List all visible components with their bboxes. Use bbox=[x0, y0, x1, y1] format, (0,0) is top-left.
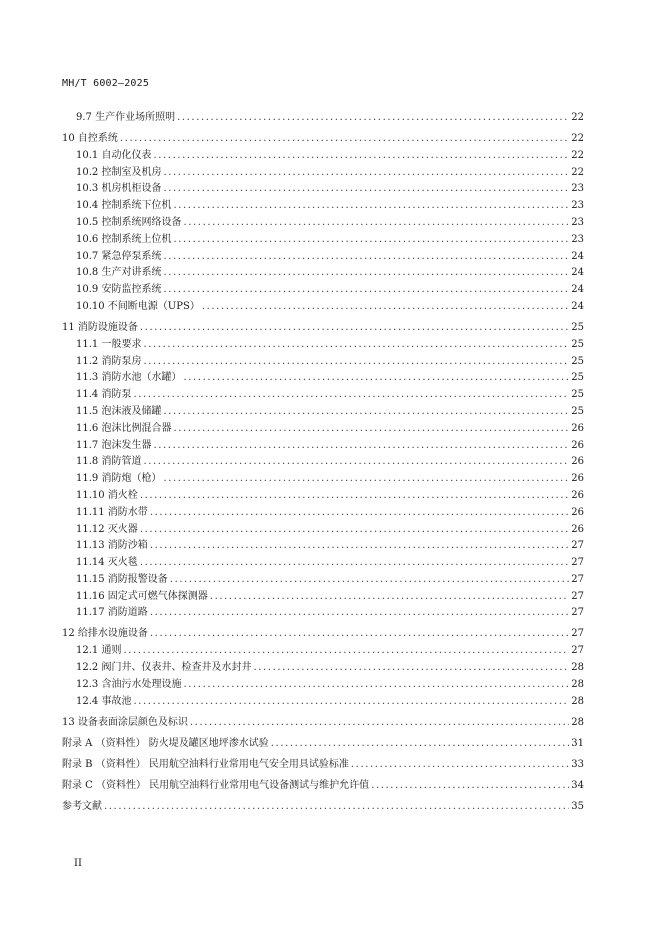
toc-entry-label: 11.11 消防水带 bbox=[76, 506, 148, 518]
toc-entry[interactable] bbox=[62, 643, 584, 660]
toc-entry-page: 33 bbox=[571, 758, 584, 770]
toc-leader-dots bbox=[170, 572, 569, 589]
toc-leader-dots bbox=[183, 677, 569, 694]
toc-entry-page: 24 bbox=[571, 267, 584, 279]
toc-entry[interactable] bbox=[62, 110, 584, 127]
toc-entry[interactable] bbox=[62, 337, 584, 354]
toc-entry[interactable] bbox=[62, 438, 584, 455]
toc-leader-dots bbox=[140, 488, 569, 505]
toc-entry[interactable] bbox=[62, 488, 584, 505]
toc-entry-label: 11.17 消防道路 bbox=[76, 607, 148, 619]
toc-entry-page: 23 bbox=[571, 233, 584, 245]
toc-leader-dots bbox=[163, 249, 569, 266]
toc-entry-label: 10.1 自动化仪表 bbox=[76, 149, 152, 161]
toc-entry-page: 28 bbox=[571, 695, 584, 707]
toc-entry-label: 参考文献 bbox=[62, 800, 102, 812]
toc-leader-dots bbox=[143, 454, 569, 471]
toc-entry-label: 10.10 不间断电源（UPS） bbox=[76, 300, 200, 312]
toc-leader-dots bbox=[153, 148, 569, 165]
toc-leader-dots bbox=[163, 282, 569, 299]
toc-leader-dots bbox=[190, 715, 569, 732]
toc-entry[interactable] bbox=[62, 354, 584, 371]
toc-leader-dots bbox=[202, 299, 569, 316]
toc-entry[interactable] bbox=[62, 778, 584, 795]
toc-entry-label: 11.7 泡沫发生器 bbox=[76, 439, 152, 451]
toc-entry-page: 25 bbox=[571, 321, 584, 333]
toc-entry-page: 35 bbox=[571, 800, 584, 812]
toc-entry-label: 11.5 泡沫液及储罐 bbox=[76, 405, 162, 417]
toc-entry-page: 28 bbox=[571, 716, 584, 728]
toc-entry[interactable] bbox=[62, 471, 584, 488]
toc-entry-page: 26 bbox=[571, 473, 584, 485]
toc-entry-label: 10.5 控制系统网络设备 bbox=[76, 216, 182, 228]
toc-leader-dots bbox=[163, 165, 569, 182]
toc-entry[interactable] bbox=[62, 522, 584, 539]
toc-entry[interactable] bbox=[62, 626, 584, 643]
toc-entry[interactable] bbox=[62, 757, 584, 774]
toc-leader-dots bbox=[351, 757, 569, 774]
toc-entry[interactable] bbox=[62, 589, 584, 606]
toc-entry-page: 27 bbox=[571, 645, 584, 657]
toc-entry[interactable] bbox=[62, 232, 584, 249]
toc-entry-page: 34 bbox=[571, 779, 584, 791]
toc-leader-dots bbox=[143, 354, 569, 371]
toc-entry-page: 28 bbox=[571, 678, 584, 690]
toc-entry-page: 24 bbox=[571, 300, 584, 312]
toc-entry[interactable] bbox=[62, 148, 584, 165]
toc-entry-label: 10.6 控制系统上位机 bbox=[76, 233, 172, 245]
toc-entry-page: 25 bbox=[571, 355, 584, 367]
toc-leader-dots bbox=[163, 471, 569, 488]
toc-entry-page: 22 bbox=[571, 166, 584, 178]
toc-entry[interactable] bbox=[62, 421, 584, 438]
toc-leader-dots bbox=[120, 131, 569, 148]
toc-entry-label: 11.1 一般要求 bbox=[76, 338, 142, 350]
toc-entry[interactable] bbox=[62, 555, 584, 572]
toc-entry-label: 11.13 消防沙箱 bbox=[76, 540, 148, 552]
toc-entry[interactable] bbox=[62, 320, 584, 337]
toc-entry-page: 22 bbox=[571, 132, 584, 144]
toc-entry-label: 11.6 泡沫比例混合器 bbox=[76, 422, 172, 434]
toc-leader-dots bbox=[210, 589, 569, 606]
toc-entry-label: 13 设备表面涂层颜色及标识 bbox=[62, 716, 188, 728]
toc-entry-page: 27 bbox=[571, 540, 584, 552]
table-of-contents bbox=[62, 110, 584, 815]
toc-entry[interactable] bbox=[62, 165, 584, 182]
toc-entry[interactable] bbox=[62, 249, 584, 266]
toc-entry-label: 12.1 通则 bbox=[76, 645, 122, 657]
toc-entry-label: 11.16 固定式可燃气体探测器 bbox=[76, 590, 208, 602]
toc-entry-label: 10.3 机房机柜设备 bbox=[76, 183, 162, 195]
toc-entry-page: 27 bbox=[571, 628, 584, 640]
toc-entry[interactable] bbox=[62, 605, 584, 622]
toc-leader-dots bbox=[150, 626, 569, 643]
toc-leader-dots bbox=[150, 605, 569, 622]
toc-leader-dots bbox=[183, 215, 569, 232]
toc-leader-dots bbox=[140, 320, 569, 337]
toc-entry[interactable] bbox=[62, 799, 584, 816]
toc-entry[interactable] bbox=[62, 404, 584, 421]
toc-leader-dots bbox=[163, 181, 569, 198]
toc-entry-label: 12 给排水设施设备 bbox=[62, 628, 148, 640]
toc-leader-dots bbox=[177, 110, 569, 127]
toc-entry[interactable] bbox=[62, 181, 584, 198]
toc-entry-label: 11.14 灭火毯 bbox=[76, 557, 138, 569]
toc-entry-page: 23 bbox=[571, 183, 584, 195]
toc-leader-dots bbox=[133, 694, 569, 711]
toc-entry[interactable] bbox=[62, 677, 584, 694]
toc-entry[interactable] bbox=[62, 505, 584, 522]
toc-entry-label: 11.2 消防泵房 bbox=[76, 355, 142, 367]
toc-entry-page: 22 bbox=[571, 112, 584, 123]
toc-entry-page: 25 bbox=[571, 372, 584, 384]
toc-leader-dots bbox=[371, 778, 569, 795]
toc-leader-dots bbox=[173, 232, 569, 249]
toc-entry-label: 12.4 事故池 bbox=[76, 695, 132, 707]
toc-entry-page: 23 bbox=[571, 200, 584, 212]
toc-entry-label: 10.4 控制系统下位机 bbox=[76, 200, 172, 212]
toc-entry-page: 25 bbox=[571, 389, 584, 401]
toc-entry-page: 31 bbox=[571, 737, 584, 749]
toc-leader-dots bbox=[140, 555, 569, 572]
toc-entry-label: 11.15 消防报警设备 bbox=[76, 573, 168, 585]
toc-entry-page: 26 bbox=[571, 506, 584, 518]
toc-entry-label: 12.2 阀门井、仪表井、检查井及水封井 bbox=[76, 662, 252, 674]
toc-entry-label: 10 自控系统 bbox=[62, 132, 118, 144]
toc-entry-label: 11 消防设施设备 bbox=[62, 321, 138, 333]
toc-entry[interactable] bbox=[62, 215, 584, 232]
toc-leader-dots bbox=[143, 337, 569, 354]
toc-entry[interactable] bbox=[62, 538, 584, 555]
toc-entry-label: 11.12 灭火器 bbox=[76, 523, 138, 535]
toc-leader-dots bbox=[133, 387, 569, 404]
toc-entry-page: 24 bbox=[571, 250, 584, 262]
toc-entry-label: 附录 C （资料性） 民用航空油料行业常用电气设备测试与维护允许值 bbox=[62, 779, 370, 791]
toc-entry-page: 23 bbox=[571, 216, 584, 228]
toc-entry[interactable] bbox=[62, 572, 584, 589]
toc-entry-page: 27 bbox=[571, 590, 584, 602]
toc-entry-label: 11.8 消防管道 bbox=[76, 456, 142, 468]
toc-entry-page: 22 bbox=[571, 149, 584, 161]
toc-entry[interactable] bbox=[62, 265, 584, 282]
toc-entry[interactable] bbox=[62, 387, 584, 404]
toc-entry-label: 10.2 控制室及机房 bbox=[76, 166, 162, 178]
toc-entry[interactable] bbox=[62, 736, 584, 753]
toc-leader-dots bbox=[150, 505, 569, 522]
toc-entry-label: 11.3 消防水池（水罐） bbox=[76, 372, 182, 384]
toc-entry-page: 25 bbox=[571, 338, 584, 350]
toc-entry-page: 26 bbox=[571, 439, 584, 451]
page-number: II bbox=[74, 858, 82, 869]
toc-entry-page: 26 bbox=[571, 523, 584, 535]
toc-entry-page: 27 bbox=[571, 573, 584, 585]
toc-entry[interactable] bbox=[62, 660, 584, 677]
toc-entry-label: 11.4 消防泵 bbox=[76, 389, 132, 401]
toc-entry-label: 11.10 消火栓 bbox=[76, 489, 138, 501]
toc-entry[interactable] bbox=[62, 370, 584, 387]
toc-entry-label: 附录 B （资料性） 民用航空油料行业常用电气安全用具试验标准 bbox=[62, 758, 349, 770]
toc-leader-dots bbox=[153, 438, 569, 455]
toc-entry[interactable] bbox=[62, 131, 584, 148]
toc-entry-page: 26 bbox=[571, 422, 584, 434]
toc-leader-dots bbox=[163, 404, 569, 421]
toc-entry[interactable] bbox=[62, 715, 584, 732]
toc-entry-page: 24 bbox=[571, 284, 584, 296]
toc-entry-page: 26 bbox=[571, 489, 584, 501]
toc-entry-label: 12.3 含油污水处理设施 bbox=[76, 678, 182, 690]
toc-leader-dots bbox=[183, 370, 569, 387]
toc-leader-dots bbox=[104, 799, 569, 816]
toc-entry[interactable] bbox=[62, 694, 584, 711]
toc-entry-page: 27 bbox=[571, 607, 584, 619]
toc-entry-label: 9.7 生产作业场所照明 bbox=[76, 112, 176, 123]
toc-leader-dots bbox=[123, 643, 569, 660]
toc-entry-label: 附录 A （资料性） 防火堤及罐区地坪渗水试验 bbox=[62, 737, 269, 749]
toc-leader-dots bbox=[253, 660, 569, 677]
toc-leader-dots bbox=[163, 265, 569, 282]
toc-entry-label: 10.9 安防监控系统 bbox=[76, 284, 162, 296]
toc-entry-label: 10.7 紧急停泵系统 bbox=[76, 250, 162, 262]
toc-entry[interactable] bbox=[62, 198, 584, 215]
toc-entry[interactable] bbox=[62, 299, 584, 316]
toc-entry[interactable] bbox=[62, 282, 584, 299]
toc-entry-page: 28 bbox=[571, 662, 584, 674]
toc-entry-label: 11.9 消防炮（枪） bbox=[76, 473, 162, 485]
toc-leader-dots bbox=[150, 538, 569, 555]
toc-entry[interactable] bbox=[62, 454, 584, 471]
toc-entry-page: 27 bbox=[571, 557, 584, 569]
toc-leader-dots bbox=[173, 421, 569, 438]
toc-leader-dots bbox=[271, 736, 570, 753]
toc-entry-page: 26 bbox=[571, 456, 584, 468]
toc-entry-label: 10.8 生产对讲系统 bbox=[76, 267, 162, 279]
toc-entry-page: 25 bbox=[571, 405, 584, 417]
toc-leader-dots bbox=[173, 198, 569, 215]
toc-leader-dots bbox=[140, 522, 569, 539]
document-code: MH/T 6002—2025 bbox=[62, 78, 150, 89]
